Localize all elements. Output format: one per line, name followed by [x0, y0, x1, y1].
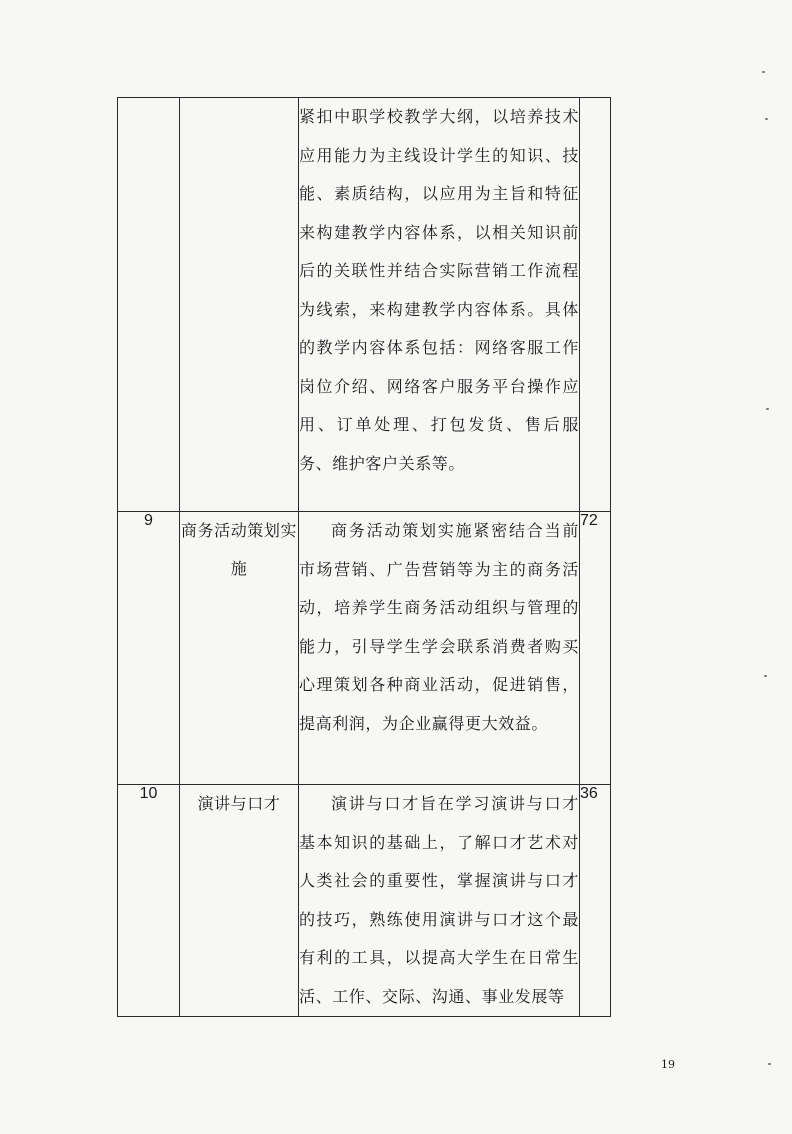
scan-speck: [765, 118, 768, 120]
course-hours: 72: [580, 512, 611, 785]
course-description: 商务活动策划实施紧密结合当前市场营销、广告营销等为主的商务活动，培养学生商务活动组织与管理的能力，引导学生学会联系消费者购买心理策划各种商业活动，促进销售，提高利润，为企业赢得更大效益。: [299, 512, 580, 785]
course-hours: 36: [580, 785, 611, 1017]
table-row: [118, 785, 611, 1017]
page-number: 19: [661, 1058, 675, 1071]
row-number: [118, 98, 180, 512]
course-hours: [580, 98, 611, 512]
row-number: 10: [118, 785, 180, 1017]
course-name: [180, 98, 299, 512]
course-description: 紧扣中职学校教学大纲，以培养技术应用能力为主线设计学生的知识、技能、素质结构，以应用为主旨和特征来构建教学内容体系，以相关知识前后的关联性并结合实际营销工作流程为线索，来构建教学内容体系。具体的教学内容体系包括：网络客服工作岗位介绍、网络客户服务平台操作应用、订单处理、打包发货、售后服务、维护客户关系等。: [299, 98, 580, 512]
scan-speck: [764, 675, 767, 677]
course-name: 演讲与口才: [180, 785, 299, 1017]
table-row: [118, 98, 611, 512]
scan-speck: [762, 71, 765, 73]
table-row: [118, 512, 611, 785]
scan-speck: [768, 1063, 771, 1065]
course-description: 演讲与口才旨在学习演讲与口才基本知识的基础上，了解口才艺术对人类社会的重要性，掌握演讲与口才的技巧，熟练使用演讲与口才这个最有利的工具，以提高大学生在日常生活、工作、交际、沟通、事业发展等: [299, 785, 580, 1017]
course-name: 商务活动策划实施: [180, 512, 299, 785]
row-number: 9: [118, 512, 180, 785]
course-table: [117, 97, 611, 1017]
scan-speck: [766, 408, 769, 410]
